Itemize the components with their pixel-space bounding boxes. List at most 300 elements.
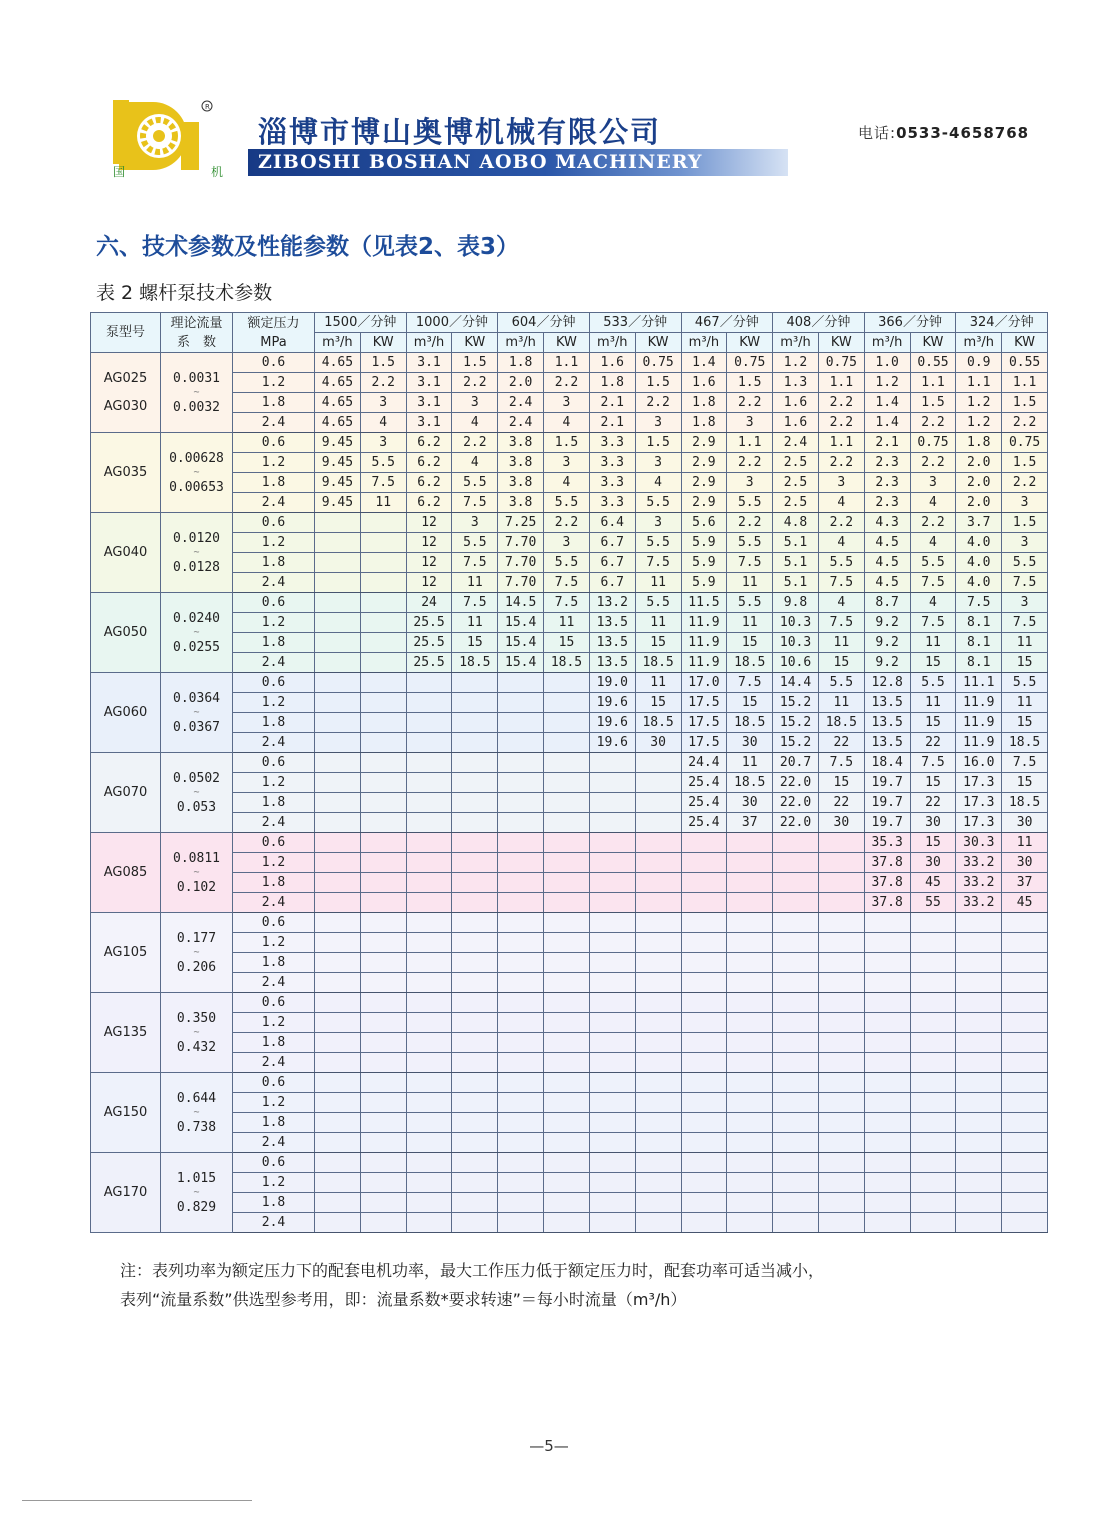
flow-value <box>681 1053 727 1073</box>
flow-value: 9.45 <box>315 453 361 473</box>
flow-coefficient <box>161 673 233 753</box>
coef-max: 0.0032 <box>173 399 220 415</box>
flow-value <box>315 793 361 813</box>
flow-value: 19.6 <box>589 693 635 713</box>
power-value <box>635 813 681 833</box>
power-value <box>360 1033 406 1053</box>
unit-power: KW <box>544 333 590 353</box>
flow-value <box>956 933 1002 953</box>
power-value: 2.2 <box>544 513 590 533</box>
flow-value: 4.3 <box>864 513 910 533</box>
power-value: 5.5 <box>727 533 773 553</box>
table-row <box>91 1113 1048 1133</box>
power-value <box>360 1113 406 1133</box>
power-value: 2.2 <box>910 453 956 473</box>
flow-value <box>773 1053 819 1073</box>
flow-value <box>773 873 819 893</box>
flow-value <box>315 1113 361 1133</box>
flow-value <box>498 1193 544 1213</box>
flow-value <box>864 953 910 973</box>
flow-value <box>589 893 635 913</box>
flow-value: 20.7 <box>773 753 819 773</box>
power-value: 3 <box>544 533 590 553</box>
flow-value: 13.5 <box>589 653 635 673</box>
power-value: 18.5 <box>1002 793 1048 813</box>
power-value: 7.5 <box>544 593 590 613</box>
flow-value: 6.2 <box>406 453 452 473</box>
col-header-pressure <box>233 313 315 353</box>
flow-value: 2.4 <box>498 413 544 433</box>
table-row <box>91 513 1048 533</box>
flow-value <box>864 1213 910 1233</box>
flow-value: 5.9 <box>681 533 727 553</box>
flow-value: 11.9 <box>681 653 727 673</box>
power-value <box>452 713 498 733</box>
col-header-model: 泵型号 <box>91 313 161 353</box>
flow-value <box>498 913 544 933</box>
flow-value: 13.2 <box>589 593 635 613</box>
flow-value: 1.2 <box>956 393 1002 413</box>
pump-model-line: AG025 <box>103 370 148 386</box>
flow-value <box>773 1113 819 1133</box>
power-value <box>360 793 406 813</box>
power-value <box>544 673 590 693</box>
power-value <box>360 853 406 873</box>
company-logo <box>113 100 225 178</box>
power-value: 15 <box>1002 773 1048 793</box>
flow-value: 7.70 <box>498 573 544 593</box>
flow-value: 2.0 <box>956 453 1002 473</box>
power-value: 15 <box>910 773 956 793</box>
flow-value <box>498 1113 544 1133</box>
flow-value: 8.1 <box>956 613 1002 633</box>
table-row <box>91 1213 1048 1233</box>
power-value <box>910 993 956 1013</box>
power-value: 18.5 <box>635 713 681 733</box>
table-row <box>91 373 1048 393</box>
flow-value: 3.1 <box>406 393 452 413</box>
power-value <box>635 893 681 913</box>
table-row <box>91 813 1048 833</box>
power-value <box>544 1033 590 1053</box>
power-value <box>727 833 773 853</box>
flow-value <box>406 733 452 753</box>
flow-value <box>315 613 361 633</box>
company-name-en: ZIBOSHI BOSHAN AOBO MACHINERY CO.,LTD <box>248 149 788 176</box>
flow-value: 6.2 <box>406 493 452 513</box>
flow-value: 2.1 <box>589 413 635 433</box>
col-header-coef-line2: 系 数 <box>176 334 216 350</box>
col-header-pressure-line1: 额定压力 <box>247 315 300 331</box>
flow-value: 5.6 <box>681 513 727 533</box>
speed-header: 604／分钟 <box>498 313 590 333</box>
rated-pressure: 1.2 <box>233 1093 315 1113</box>
flow-value: 2.0 <box>956 473 1002 493</box>
flow-value <box>406 1033 452 1053</box>
pump-model: AG035 <box>91 433 161 513</box>
power-value: 4 <box>544 413 590 433</box>
unit-power: KW <box>727 333 773 353</box>
power-value: 7.5 <box>1002 573 1048 593</box>
pump-model: AG040 <box>91 513 161 593</box>
coef-min: 0.0811 <box>173 850 220 866</box>
flow-value: 7.70 <box>498 553 544 573</box>
power-value <box>452 973 498 993</box>
flow-value: 1.6 <box>773 413 819 433</box>
power-value <box>452 1133 498 1153</box>
power-value <box>727 873 773 893</box>
flow-coefficient <box>161 1073 233 1153</box>
power-value <box>727 1153 773 1173</box>
flow-value <box>773 1013 819 1033</box>
flow-value: 8.7 <box>864 593 910 613</box>
flow-value: 12.8 <box>864 673 910 693</box>
range-tilde-icon: ~ <box>193 706 200 718</box>
power-value <box>635 1193 681 1213</box>
flow-value: 17.0 <box>681 673 727 693</box>
power-value: 3 <box>452 393 498 413</box>
power-value <box>360 1093 406 1113</box>
power-value <box>818 1173 864 1193</box>
flow-value <box>681 873 727 893</box>
flow-value <box>498 1033 544 1053</box>
flow-value <box>956 1133 1002 1153</box>
rated-pressure: 1.2 <box>233 373 315 393</box>
power-value: 1.5 <box>727 373 773 393</box>
table-row <box>91 873 1048 893</box>
table-row <box>91 573 1048 593</box>
flow-value: 8.1 <box>956 653 1002 673</box>
flow-value <box>956 1153 1002 1173</box>
flow-value <box>864 993 910 1013</box>
power-value: 2.2 <box>727 513 773 533</box>
speed-header: 366／分钟 <box>864 313 956 333</box>
flow-value: 9.45 <box>315 493 361 513</box>
power-value: 22 <box>818 793 864 813</box>
flow-value <box>589 1093 635 1113</box>
flow-value: 19.7 <box>864 813 910 833</box>
table-row <box>91 753 1048 773</box>
power-value <box>727 1073 773 1093</box>
power-value: 11 <box>452 613 498 633</box>
power-value: 2.2 <box>452 433 498 453</box>
power-value <box>635 993 681 1013</box>
power-value: 2.2 <box>910 513 956 533</box>
power-value: 4 <box>818 593 864 613</box>
flow-value <box>498 1153 544 1173</box>
power-value <box>360 633 406 653</box>
flow-coefficient <box>161 913 233 993</box>
power-value: 11 <box>910 693 956 713</box>
power-value <box>818 1073 864 1093</box>
power-value <box>910 1113 956 1133</box>
power-value: 5.5 <box>635 593 681 613</box>
flow-value <box>956 1213 1002 1233</box>
flow-value <box>773 1213 819 1233</box>
flow-value <box>681 993 727 1013</box>
table-row <box>91 433 1048 453</box>
flow-value: 16.0 <box>956 753 1002 773</box>
power-value <box>818 1153 864 1173</box>
power-value <box>452 673 498 693</box>
power-value: 3 <box>544 393 590 413</box>
rated-pressure: 0.6 <box>233 1153 315 1173</box>
range-tilde-icon: ~ <box>193 386 200 398</box>
flow-coefficient <box>161 1153 233 1233</box>
speed-header: 467／分钟 <box>681 313 773 333</box>
range-tilde-icon: ~ <box>193 866 200 878</box>
company-name-cn: 淄博市博山奥博机械有限公司 <box>258 115 662 149</box>
power-value: 2.2 <box>1002 473 1048 493</box>
flow-value <box>589 753 635 773</box>
flow-value: 4.5 <box>864 553 910 573</box>
power-value <box>727 893 773 913</box>
flow-value <box>864 1153 910 1173</box>
flow-value: 13.5 <box>589 613 635 633</box>
svg-text:R: R <box>205 103 210 111</box>
coef-min: 0.644 <box>176 1090 217 1106</box>
flow-value <box>956 1033 1002 1053</box>
power-value <box>544 1153 590 1173</box>
col-header-coef-line1: 理论流量 <box>170 315 223 331</box>
rated-pressure: 1.8 <box>233 473 315 493</box>
power-value <box>727 913 773 933</box>
table-row <box>91 773 1048 793</box>
flow-value <box>406 1173 452 1193</box>
unit-flow: m³/h <box>773 333 819 353</box>
flow-value <box>773 1133 819 1153</box>
flow-value <box>315 993 361 1013</box>
power-value: 3 <box>727 473 773 493</box>
flow-value: 2.4 <box>773 433 819 453</box>
power-value <box>360 813 406 833</box>
rated-pressure: 2.4 <box>233 413 315 433</box>
flow-value <box>498 1013 544 1033</box>
power-value: 7.5 <box>910 613 956 633</box>
power-value <box>910 1213 956 1233</box>
flow-value: 2.3 <box>864 493 910 513</box>
power-value: 2.2 <box>818 413 864 433</box>
coef-max: 0.00653 <box>169 479 224 495</box>
power-value <box>452 933 498 953</box>
power-value: 45 <box>1002 893 1048 913</box>
power-value: 3 <box>360 393 406 413</box>
power-value <box>635 793 681 813</box>
phone-number: 0533-4658768 <box>896 124 1030 142</box>
flow-coefficient <box>161 513 233 593</box>
power-value: 22 <box>910 793 956 813</box>
power-value <box>635 1053 681 1073</box>
power-value: 15 <box>910 653 956 673</box>
power-value <box>360 653 406 673</box>
flow-coefficient <box>161 753 233 833</box>
flow-value <box>589 1173 635 1193</box>
power-value <box>1002 1073 1048 1093</box>
table-row <box>91 1193 1048 1213</box>
power-value <box>818 1113 864 1133</box>
flow-value: 2.5 <box>773 473 819 493</box>
power-value <box>544 873 590 893</box>
flow-value: 9.2 <box>864 653 910 673</box>
power-value: 18.5 <box>727 713 773 733</box>
flow-value <box>406 973 452 993</box>
power-value <box>818 913 864 933</box>
flow-value <box>589 1013 635 1033</box>
power-value <box>910 1173 956 1193</box>
flow-value <box>406 853 452 873</box>
pump-model: AG135 <box>91 993 161 1073</box>
note-line-2: 表列“流量系数”供选型参考用，即：流量系数*要求转速”＝每小时流量（m³/h） <box>120 1290 687 1309</box>
power-value <box>910 1093 956 1113</box>
table-row <box>91 853 1048 873</box>
power-value: 3 <box>727 413 773 433</box>
power-value <box>1002 1133 1048 1153</box>
flow-value <box>773 993 819 1013</box>
power-value <box>544 793 590 813</box>
flow-value <box>406 1133 452 1153</box>
flow-value: 19.7 <box>864 773 910 793</box>
flow-value: 3.8 <box>498 473 544 493</box>
table-row <box>91 793 1048 813</box>
flow-value <box>315 633 361 653</box>
power-value: 0.75 <box>727 353 773 373</box>
flow-value <box>589 913 635 933</box>
table-row <box>91 933 1048 953</box>
flow-value: 2.1 <box>864 433 910 453</box>
table-row <box>91 533 1048 553</box>
table-row <box>91 1153 1048 1173</box>
flow-value: 10.3 <box>773 613 819 633</box>
power-value <box>1002 933 1048 953</box>
coef-max: 0.206 <box>176 959 217 975</box>
coef-min: 0.0502 <box>173 770 220 786</box>
power-value: 15 <box>818 773 864 793</box>
flow-value <box>315 733 361 753</box>
flow-value: 1.4 <box>864 393 910 413</box>
flow-value <box>773 1073 819 1093</box>
power-value: 4 <box>635 473 681 493</box>
flow-value: 22.0 <box>773 793 819 813</box>
power-value <box>360 533 406 553</box>
power-value <box>544 913 590 933</box>
flow-value <box>406 953 452 973</box>
flow-value <box>864 973 910 993</box>
flow-value: 33.2 <box>956 893 1002 913</box>
unit-power: KW <box>1002 333 1048 353</box>
power-value <box>818 1053 864 1073</box>
flow-value <box>406 833 452 853</box>
unit-flow: m³/h <box>406 333 452 353</box>
flow-value: 6.2 <box>406 473 452 493</box>
power-value: 4 <box>360 413 406 433</box>
power-value: 11 <box>910 633 956 653</box>
power-value: 7.5 <box>452 593 498 613</box>
flow-value: 12 <box>406 533 452 553</box>
flow-value <box>498 793 544 813</box>
power-value <box>544 1213 590 1233</box>
flow-value: 4.0 <box>956 573 1002 593</box>
power-value: 1.5 <box>1002 453 1048 473</box>
pump-model: AG085 <box>91 833 161 913</box>
flow-value <box>956 1013 1002 1033</box>
coef-max: 0.0367 <box>173 719 220 735</box>
flow-value <box>956 1173 1002 1193</box>
power-value <box>544 1133 590 1153</box>
power-value: 30 <box>727 733 773 753</box>
power-value <box>544 953 590 973</box>
power-value <box>452 913 498 933</box>
flow-value: 1.1 <box>956 373 1002 393</box>
power-value <box>818 993 864 1013</box>
power-value: 7.5 <box>635 553 681 573</box>
power-value: 22 <box>818 733 864 753</box>
pump-model: AG060 <box>91 673 161 753</box>
power-value: 15 <box>910 713 956 733</box>
power-value: 11 <box>727 573 773 593</box>
flow-value <box>681 1033 727 1053</box>
flow-value <box>864 1113 910 1133</box>
power-value <box>818 873 864 893</box>
power-value <box>360 673 406 693</box>
flow-value <box>498 1053 544 1073</box>
flow-value: 1.2 <box>956 413 1002 433</box>
power-value <box>452 953 498 973</box>
rated-pressure: 2.4 <box>233 1213 315 1233</box>
power-value: 0.75 <box>910 433 956 453</box>
coef-max: 0.432 <box>176 1039 217 1055</box>
power-value <box>544 1073 590 1093</box>
power-value: 1.1 <box>818 373 864 393</box>
flow-value: 12 <box>406 513 452 533</box>
logo-text-right: 机 <box>211 165 224 178</box>
power-value: 0.75 <box>1002 433 1048 453</box>
power-value: 15 <box>727 633 773 653</box>
power-value <box>360 773 406 793</box>
flow-value <box>406 1213 452 1233</box>
power-value: 1.5 <box>635 433 681 453</box>
flow-value <box>406 673 452 693</box>
flow-value: 12 <box>406 573 452 593</box>
flow-value: 1.2 <box>864 373 910 393</box>
flow-value: 22.0 <box>773 773 819 793</box>
power-value <box>544 853 590 873</box>
flow-value: 2.9 <box>681 433 727 453</box>
flow-value: 4.0 <box>956 553 1002 573</box>
power-value: 3 <box>1002 493 1048 513</box>
power-value: 1.5 <box>910 393 956 413</box>
power-value <box>727 1193 773 1213</box>
power-value: 5.5 <box>635 493 681 513</box>
power-value: 2.2 <box>727 453 773 473</box>
flow-value: 11.1 <box>956 673 1002 693</box>
power-value: 5.5 <box>452 533 498 553</box>
table-caption: 表 2 螺杆泵技术参数 <box>96 282 273 304</box>
coef-max: 0.829 <box>176 1199 217 1215</box>
coef-min: 0.0031 <box>173 370 220 386</box>
table-row <box>91 713 1048 733</box>
unit-flow: m³/h <box>498 333 544 353</box>
flow-value <box>864 933 910 953</box>
flow-value <box>864 913 910 933</box>
power-value <box>910 1193 956 1213</box>
flow-value <box>773 893 819 913</box>
power-value <box>727 1053 773 1073</box>
flow-value <box>498 1133 544 1153</box>
flow-value <box>773 953 819 973</box>
coef-min: 1.015 <box>176 1170 217 1186</box>
flow-value <box>315 1193 361 1213</box>
power-value: 11 <box>727 613 773 633</box>
